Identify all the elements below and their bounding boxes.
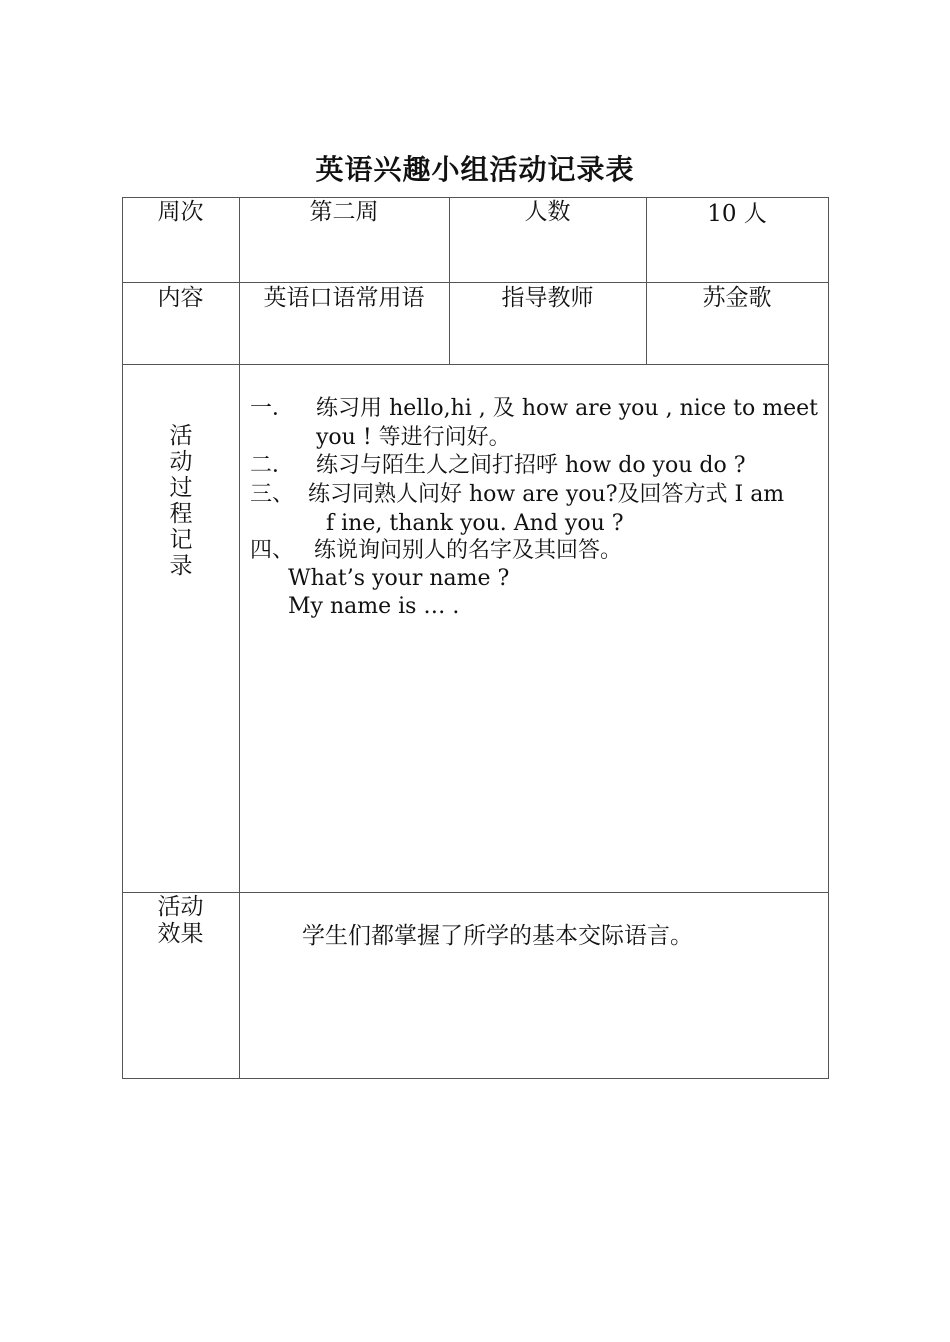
effect-label (122, 894, 239, 948)
content-value: 英语口语常用语 (263, 285, 425, 311)
table-row-divider (122, 892, 829, 893)
item-text: 练习与陌生人之间打招呼 how do you do ? (316, 453, 746, 478)
process-label-char: 录 (169, 553, 193, 579)
effect-label-line: 效果 (157, 921, 204, 947)
item-number: 一． (250, 396, 295, 421)
item-number: 四、 (250, 538, 295, 563)
effect-label-line: 活动 (157, 894, 204, 920)
table-border-right (828, 197, 829, 1079)
item-number: 三、 (250, 482, 295, 507)
item-text: 练习用 hello,hi , 及 how are you , nice to meet (316, 396, 818, 421)
effect-text: 学生们都掌握了所学的基本交际语言。 (302, 923, 693, 949)
dialog-line: What’s your name ? (288, 566, 510, 591)
content-label: 内容 (157, 285, 204, 311)
count-label: 人数 (524, 199, 571, 225)
page-title: 英语兴趣小组活动记录表 (315, 153, 635, 186)
process-label-char: 记 (169, 527, 193, 553)
process-label-char: 动 (169, 449, 193, 475)
count-value: 10 人 (707, 201, 767, 227)
process-label-char: 活 (169, 423, 193, 449)
table-col-divider (239, 197, 240, 1079)
week-value: 第二周 (309, 199, 379, 225)
dialog-line: My name is … . (288, 594, 460, 619)
table-border-bottom (122, 1078, 829, 1079)
week-label: 周次 (157, 199, 204, 225)
item-text: 练说询问别人的名字及其回答。 (314, 538, 623, 563)
process-label (166, 423, 196, 579)
item-text: 练习同熟人问好 how are you?及回答方式 I am (308, 482, 785, 507)
item-text-cont: you ! 等进行问好。 (316, 425, 511, 450)
teacher-label: 指导教师 (501, 285, 594, 311)
process-label-char: 过 (169, 475, 193, 501)
table-row-divider (122, 282, 829, 283)
item-number: 二． (250, 453, 295, 478)
item-text-cont: f ine, thank you. And you ? (326, 511, 624, 536)
table-row-divider (122, 364, 829, 365)
teacher-value: 苏金歌 (702, 285, 772, 311)
process-label-char: 程 (169, 501, 193, 527)
